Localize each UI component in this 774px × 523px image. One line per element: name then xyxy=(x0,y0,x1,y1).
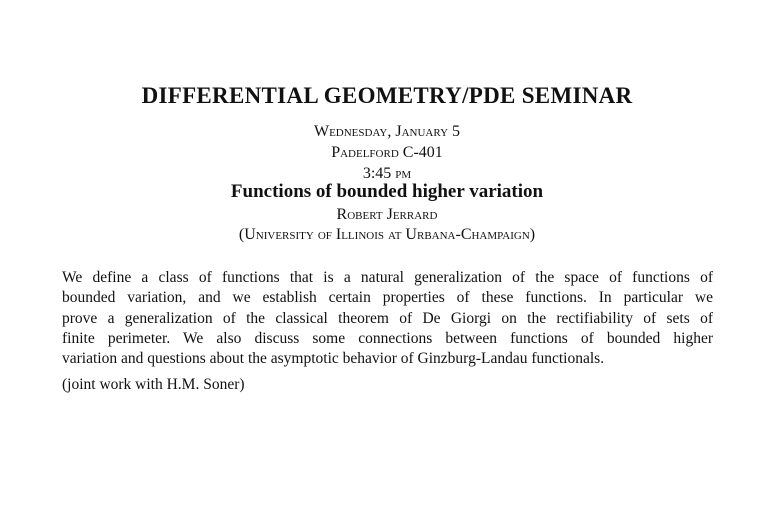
abstract-line: bounded variation, and we establish certain properties of these functions. In particular we xyxy=(62,289,713,307)
joint-work-note: (joint work with H.M. Soner) xyxy=(62,376,245,393)
abstract-line: variation and questions about the asymptotic behavior of Ginzburg-Landau functionals. xyxy=(62,350,605,368)
seminar-date: Wednesday, January 5 xyxy=(313,123,461,140)
seminar-heading: DIFFERENTIAL GEOMETRY/PDE SEMINAR xyxy=(141,83,633,108)
abstract-paragraph xyxy=(62,268,713,369)
seminar-time: 3:45 pm xyxy=(362,165,412,182)
abstract-line: finite perimeter. We also discuss some connections between functions of bounded higher xyxy=(62,329,713,347)
speaker-name: Robert Jerrard xyxy=(336,206,438,223)
seminar-location: Padelford C-401 xyxy=(331,144,443,161)
speaker-affiliation: (University of Illinois at Urbana-Champaign) xyxy=(238,226,536,243)
talk-title: Functions of bounded higher variation xyxy=(230,181,544,202)
abstract-line: We define a class of functions that is a natural generalization of the space of functions of xyxy=(62,269,713,286)
abstract-line: prove a generalization of the classical theorem of De Giorgi on the rectifiability of sets of xyxy=(62,309,713,327)
